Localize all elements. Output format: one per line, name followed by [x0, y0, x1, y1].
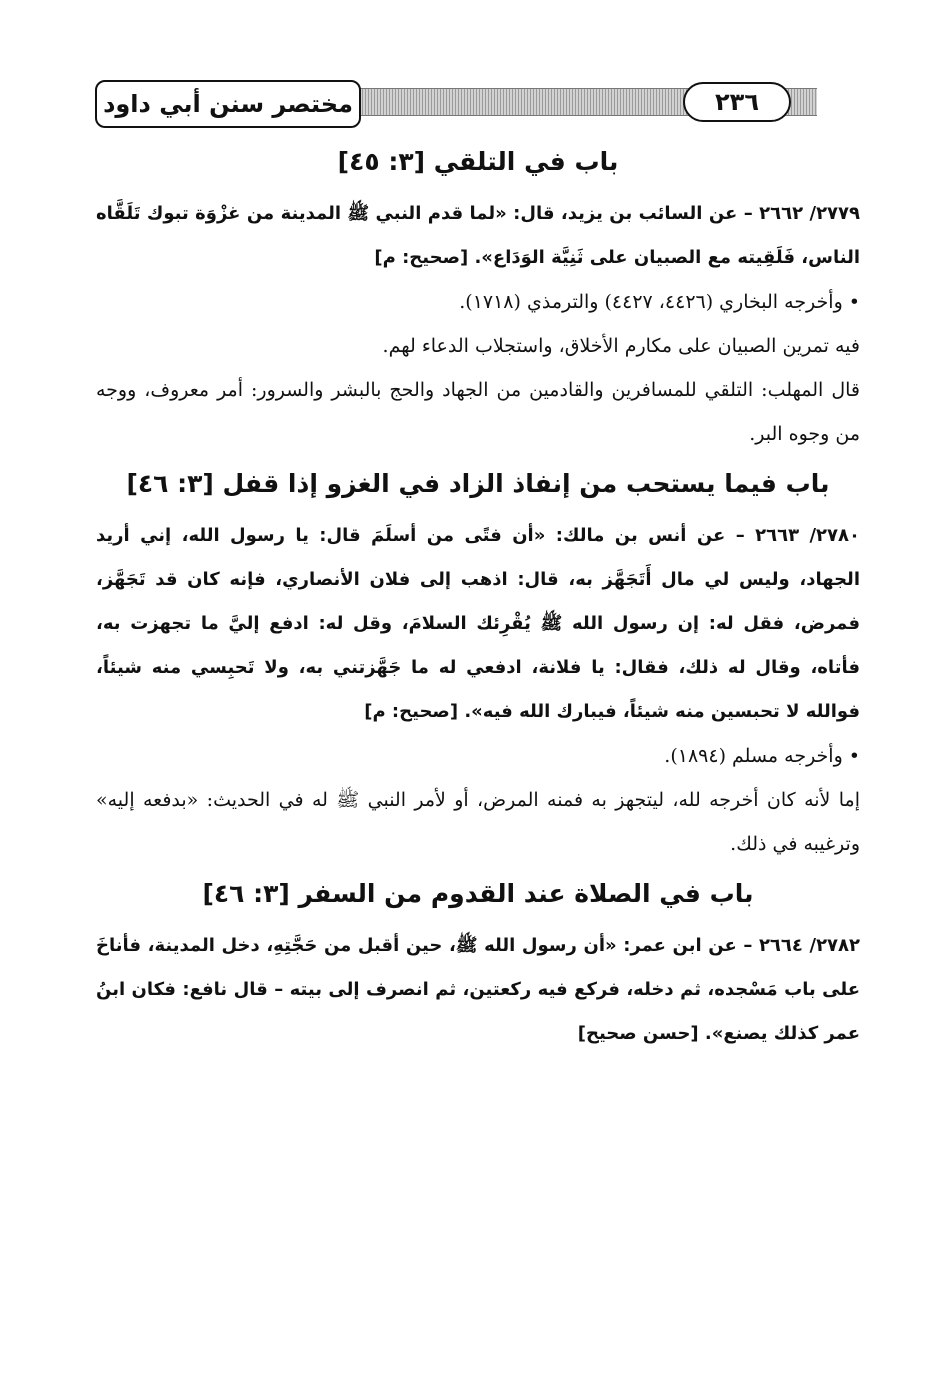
page-body: [96, 138, 860, 1056]
section-heading: باب في التلقي [٣: ٤٥]: [337, 147, 619, 176]
section-heading: باب فيما يستحب من إنفاذ الزاد في الغزو إذا قفل [٣: ٤٦]: [126, 469, 830, 498]
takhrij-note: • وأخرجه البخاري (٤٤٢٦، ٤٤٢٧) والترمذي (١٧١٨).: [459, 291, 860, 313]
book-title: مختصر سنن أبي داود: [95, 80, 361, 128]
page-number: ٢٣٦: [683, 82, 791, 122]
hadith-text: ٢٧٨٢/ ٢٦٦٤ – عن ابن عمر: «أن رسول الله ﷺ، حين أقبل من حَجَّتِهِ، دخل المدينة، فأناخَ على باب مَسْجده، ثم دخله، فركع فيه ركعتين، ثم انصرف إلى بيته – قال نافع: فكان ابنُ عمر كذلك يصنع». [حسن صحيح]: [96, 935, 861, 1044]
commentary: فيه تمرين الصبيان على مكارم الأخلاق، واستجلاب الدعاء لهم.: [382, 335, 860, 357]
commentary: قال المهلب: التلقي للمسافرين والقادمين من الجهاد والحج بالبشر والسرور: أمر معروف، ووجه من وجوه البر.: [96, 379, 860, 445]
takhrij-note: • وأخرجه مسلم (١٨٩٤).: [664, 745, 860, 767]
commentary: إما لأنه كان أخرجه لله، ليتجهز به فمنه المرض، أو لأمر النبي ﷺ له في الحديث: «بدفعه إليه» وترغيبه في ذلك.: [96, 789, 860, 855]
hadith-text: ٢٧٨٠/ ٢٦٦٣ – عن أنس بن مالك: «أن فتًى من أسلَمَ قال: يا رسول الله، إني أريد الجهاد، وليس لي مال أَتَجَهَّز به، قال: اذهب إلى فلان الأنصاري، فإنه كان قد تَجَهَّز، فمرض، فقل له: إن رسول الله ﷺ يُقْرِئك السلامَ، وقل له: ادفع إليَّ ما تجهزت به، فأتاه، وقال له ذلك، فقال: يا فلانة، ادفعي له ما جَهَّزتني به، ولا تَحبِسي منه شيئاً، فوالله لا تحبسين منه شيئاً، فيبارك الله فيه». [صحيح: م]: [96, 525, 860, 722]
hadith-text: ٢٧٧٩/ ٢٦٦٢ – عن السائب بن يزيد، قال: «لما قدم النبي ﷺ المدينة من غزْوَة تبوك تَلَقَّاه الناس، فَلَقِيته مع الصبيان على ثَنِيَّة الوَدَاع». [صحيح: م]: [96, 203, 861, 268]
page-header: [95, 78, 857, 130]
section-heading: باب في الصلاة عند القدوم من السفر [٣: ٤٦]: [202, 879, 754, 908]
